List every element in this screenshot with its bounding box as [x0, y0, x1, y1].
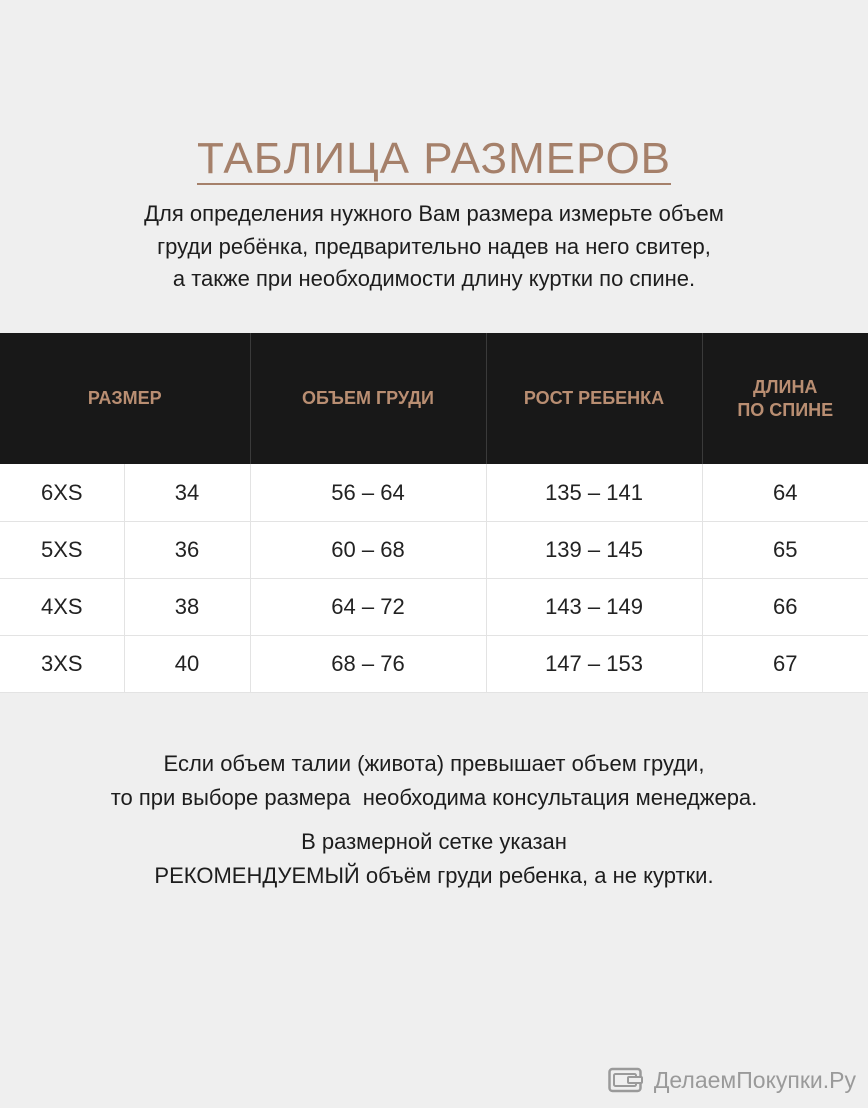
cell-chest: 68 – 76 [250, 636, 486, 693]
watermark [608, 1066, 856, 1094]
recommended-note-line: РЕКОМЕНДУЕМЫЙ объём груди ребенка, а не куртки. [154, 863, 714, 888]
cell-chest: 60 – 68 [250, 522, 486, 579]
intro-line: Для определения нужного Вам размера измерьте объем [144, 201, 724, 226]
table-row [0, 464, 868, 522]
table-row [0, 522, 868, 579]
header-height: РОСТ РЕБЕНКА [486, 333, 702, 464]
cell-size: 4XS [0, 579, 124, 636]
watermark-text: ДелаемПокупки.Ру [653, 1066, 856, 1093]
waist-note-line: то при выборе размера необходима консультация менеджера. [110, 785, 758, 810]
table-row [0, 636, 868, 693]
cell-length: 64 [702, 464, 868, 522]
cell-size-number: 40 [124, 636, 250, 693]
recommended-note [0, 825, 868, 893]
cell-size-number: 34 [124, 464, 250, 522]
page-title-text: ТАБЛИЦА РАЗМЕРОВ [196, 134, 672, 183]
wallet-icon [608, 1066, 644, 1094]
page-title [0, 133, 868, 185]
cell-chest: 64 – 72 [250, 579, 486, 636]
cell-chest: 56 – 64 [250, 464, 486, 522]
header-size: РАЗМЕР [0, 333, 250, 464]
table-row [0, 579, 868, 636]
waist-note [0, 747, 868, 815]
cell-size: 6XS [0, 464, 124, 522]
cell-height: 139 – 145 [486, 522, 702, 579]
intro-line: груди ребёнка, предварительно надев на него свитер, [157, 233, 711, 259]
waist-note-line: Если объем талии (живота) превышает объем груди, [163, 751, 705, 776]
header-chest: ОБЪЕМ ГРУДИ [250, 333, 486, 464]
cell-size-number: 38 [124, 579, 250, 636]
intro-line: а также при необходимости длину куртки по спине. [172, 266, 696, 291]
cell-size: 5XS [0, 522, 124, 579]
intro-text [0, 198, 868, 296]
cell-height: 147 – 153 [486, 636, 702, 693]
cell-length: 67 [702, 636, 868, 693]
size-table [0, 333, 868, 693]
cell-length: 66 [702, 579, 868, 636]
recommended-note-line: В размерной сетке указан [301, 829, 567, 854]
cell-size-number: 36 [124, 522, 250, 579]
cell-size: 3XS [0, 636, 124, 693]
header-length-line: ПО СПИНЕ [737, 399, 834, 420]
cell-height: 143 – 149 [486, 579, 702, 636]
table-header-row [0, 333, 868, 464]
header-length [702, 333, 868, 464]
cell-height: 135 – 141 [486, 464, 702, 522]
cell-length: 65 [702, 522, 868, 579]
header-length-line: ДЛИНА [753, 376, 818, 397]
